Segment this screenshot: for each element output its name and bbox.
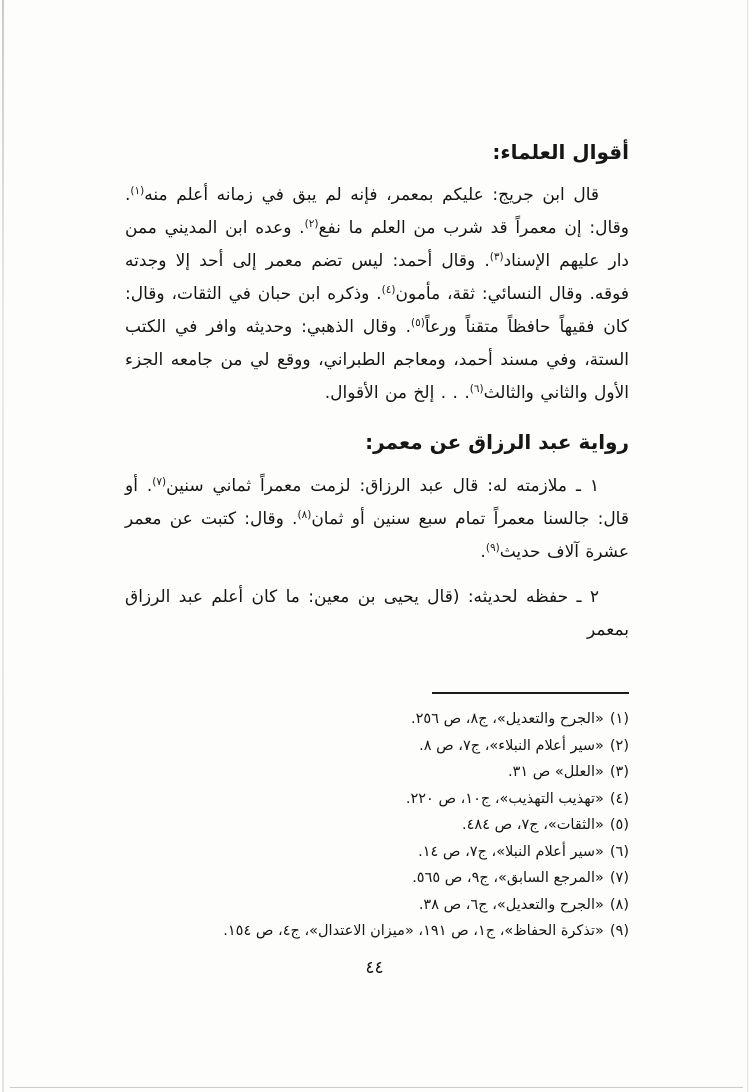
footnote-text: «الثقات»، ج٧، ص ٤٨٤. (462, 817, 604, 833)
footnote-item (125, 865, 629, 892)
footnote-text: «سير أعلام النبلا»، ج٧، ص ١٤. (418, 843, 604, 860)
footnote-item (125, 812, 629, 839)
footnote-item (125, 892, 629, 919)
footnote-marker: (٨) (609, 896, 629, 913)
footnote-text: «الجرح والتعديل»، ج٨، ص ٢٥٦. (411, 711, 604, 727)
footnote-marker: (٧) (609, 870, 629, 886)
scan-edge-artifact (10, 1087, 743, 1088)
footnote-marker: (٣) (609, 764, 629, 780)
footnote-marker: (٩) (609, 923, 629, 939)
footnote-marker: (٤) (609, 790, 629, 807)
footnote-divider (432, 692, 629, 694)
footnote-text: «العلل» ص ٣١. (507, 764, 604, 780)
section-heading-narration: رواية عبد الرزاق عن معمر: (365, 430, 629, 454)
footnote-text: «سير أعلام النبلاء»، ج٧، ص ٨. (419, 737, 604, 754)
footnote-text: «المرجع السابق»، ج٩، ص ٥٦٥. (412, 870, 604, 886)
narration-paragraph-1: ١ ـ ملازمته له: قال عبد الرزاق: لزمت معمراً ثماني سنين$^{(٧)}$. أو قال: جالسنا معمراً تمام سبع سنين أو ثمان$^{(٨)}$. وقال: كتبت عن معمر عشرة آلاف حديث$^{(٩)}$. (125, 476, 629, 562)
scholars-sayings-paragraph: قال ابن جريج: عليكم بمعمر، فإنه لم يبق في زمانه أعلم منه$^{(١)}$. وقال: إن معمراً قد شرب من العلم ما نفع$^{(٢)}$. وعده ابن المديني ممن دار عليهم الإسناد$^{(٣)}$. وقال أحمد: ليس تضم معمر إلى أحد إلا وجدته فوقه. وقال النسائي: ثقة، مأمون$^{(٤)}$. وذكره ابن حبان في الثقات، وقال: كان فقيهاً حافظاً متقناً ورعاً$^{(٥)}$. وقال الذهبي: وحديثه وافر في الكتب الستة، وفي مسند أحمد، ومعاجم الطبراني، ووقع لي من جامعه الجزء الأول والثاني والثالث$^{(٦)}$. . . إلخ من الأقوال. (125, 185, 629, 403)
narration-paragraph-2: ٢ ـ حفظه لحديثه: (قال يحيى بن معين: ما كان أعلم عبد الرزاق بمعمر (125, 587, 629, 640)
scan-edge-artifact (747, 0, 748, 1092)
footnote-marker: (٢) (609, 737, 629, 754)
footnote-item (125, 759, 629, 786)
footnote-item (125, 733, 629, 760)
footnote-text: «تذكرة الحفاظ»، ج١، ص ١٩١، «ميزان الاعتدال»، ج٤، ص ١٥٤. (223, 923, 604, 939)
footnote-marker: (٥) (609, 817, 629, 833)
footnote-text: «تهذيب التهذيب»، ج١٠، ص ٢٢٠. (405, 790, 604, 807)
footnote-marker: (٦) (609, 843, 629, 860)
footnote-item (125, 786, 629, 813)
footnote-item (125, 918, 629, 945)
footnote-item (125, 839, 629, 866)
section-heading-scholars-sayings: أقوال العلماء: (492, 140, 629, 164)
scan-edge-artifact (2, 0, 4, 1092)
footnote-list (125, 706, 629, 945)
footnotes-section (125, 692, 629, 945)
footnote-text: «الجرح والتعديل»، ج٦، ص ٣٨. (418, 896, 604, 913)
footnote-marker: (١) (609, 711, 629, 727)
page-number: ٤٤ (365, 958, 384, 978)
footnote-item (125, 706, 629, 733)
